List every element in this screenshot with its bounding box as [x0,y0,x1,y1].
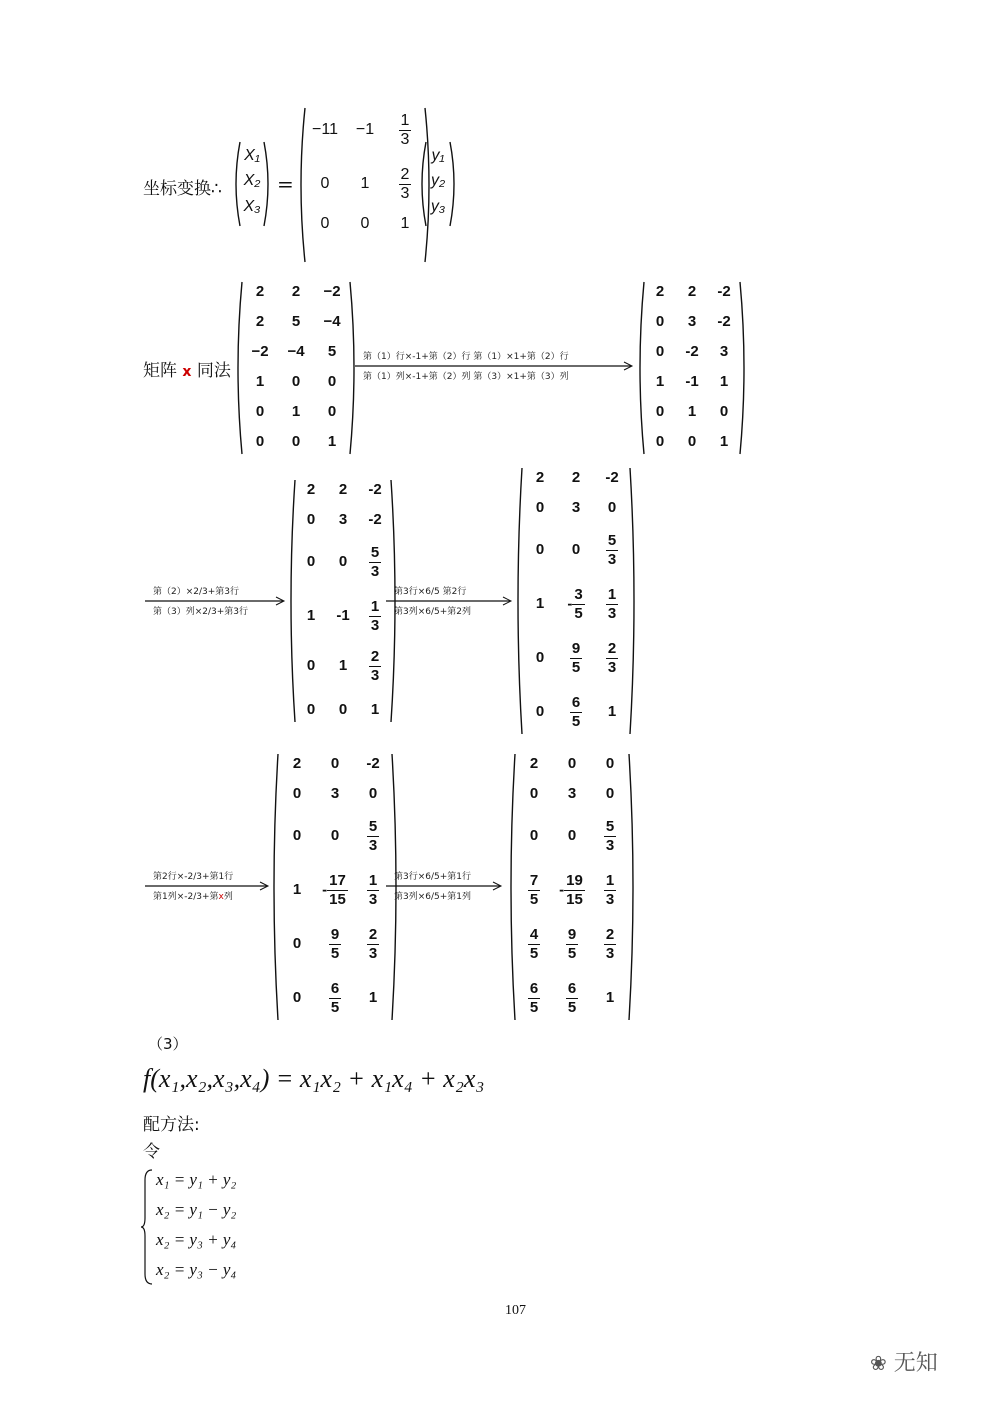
matrix-step-1-cell: 0 [655,433,665,450]
matrix-step-1-cell: 3 [719,343,729,360]
matrix-step-1-cell: -2 [717,313,731,330]
matrix-step-5-cell: 0 [529,827,539,844]
matrix-step-4-cell: 0 [292,785,302,802]
matrix-step-4-cell: 0 [292,989,302,1006]
coord-matrix-cell: −1 [355,121,375,138]
transform-arrow-1-bottom-label: 第（1）列×-1+第（2）列 第（3）×1+第（3）列 [363,372,569,382]
matrix-step-3-cell: 3 [571,499,581,516]
matrix-step-3-cell: -2 [605,469,619,486]
matrix-step-5-cell: - $\frac{19}{15}$ [559,872,583,908]
matrix-step-4-cell: $\frac{2}{3}$ [368,926,378,962]
matrix-step-3-cell: $\frac{9}{5}$ [571,640,581,676]
matrix-start-cell: 0 [291,373,301,390]
matrix-brackets [634,280,750,456]
matrix-step-2-cell: $\frac{5}{3}$ [370,544,380,580]
matrix-step-5-cell: $\frac{7}{5}$ [529,872,539,908]
matrix-step-5-cell: 0 [567,827,577,844]
matrix-step-3-cell: $\frac{6}{5}$ [571,694,581,730]
transform-arrow-5-bottom-label: 第3列×6/5+第1列 [394,892,472,902]
matrix-step-2-cell: 0 [306,511,316,528]
matrix-step-5-cell: $\frac{6}{5}$ [567,980,577,1016]
matrix-step-2-cell: 0 [306,553,316,570]
let-label: 令 [143,1142,160,1162]
matrix-step-2-cell: $\frac{1}{3}$ [370,598,380,634]
transform-arrow-4-bottom-label: 第1列×-2/3+第x列 [153,892,233,902]
matrix-step-2-cell: 0 [338,701,348,718]
matrix-step-2-cell: -1 [336,607,350,624]
matrix-step-5-cell: 2 [529,755,539,772]
matrix-step-3-cell: 0 [571,541,581,558]
transform-arrow-1-top-label: 第（1）行×-1+第（2）行 第（1）×1+第（2）行 [363,352,569,362]
watermark: ❀ 无知 [870,1351,938,1376]
matrix-step-5-cell: 3 [567,785,577,802]
matrix-step-1-cell: 2 [687,283,697,300]
matrix-step-3-cell: 0 [607,499,617,516]
matrix-step-4-cell: - $\frac{17}{15}$ [322,872,346,908]
coord-rhs-vector-entry: y₁ [431,147,445,164]
left-brace [140,1168,154,1286]
system-line-1: x₁ = y₁ + y₂ [156,1170,237,1189]
matrix-step-4-cell: 0 [292,935,302,952]
matrix-step-2-cell: 1 [370,701,380,718]
matrix-step-4-cell: -2 [366,755,380,772]
part-3-label: （3） [148,1035,188,1053]
coord-lhs-vector-entry: X₁ [244,147,260,164]
matrix-step-5-cell: 1 [605,989,615,1006]
matrix-step-4-cell: 1 [368,989,378,1006]
coord-lhs-vector-entry: X₃ [243,197,261,215]
matrix-step-1-cell: 1 [719,433,729,450]
matrix-start-cell: 1 [291,403,301,420]
matrix-step-2-cell: 2 [338,481,348,498]
matrix-step-1-cell: 1 [687,403,697,420]
matrix-step-1-cell: -1 [685,373,699,390]
transform-arrow-4-top-label: 第2行×-2/3+第1行 [153,872,234,882]
matrix-x-mark: x [182,364,192,380]
matrix-start-cell: 1 [255,373,265,390]
matrix-start-cell: 0 [255,403,265,420]
matrix-step-3-cell: $\frac{2}{3}$ [607,640,617,676]
matrix-step-2-cell: 1 [338,657,348,674]
completing-square-label: 配方法: [143,1115,200,1135]
coord-matrix-cell: $\frac{1}{3}$ [400,112,410,148]
matrix-start-cell: −2 [323,283,341,300]
matrix-start-cell: 2 [255,283,265,300]
matrix-step-2-cell: 0 [338,553,348,570]
matrix-step-2-cell: 0 [306,657,316,674]
equals-sign: = [277,172,294,196]
coord-matrix-cell: 1 [400,215,410,232]
matrix-step-5-cell: $\frac{4}{5}$ [529,926,539,962]
matrix-step-4-cell: 0 [330,827,340,844]
matrix-step-1-cell: 3 [687,313,697,330]
matrix-start-cell: −2 [251,343,269,360]
matrix-step-5-cell: 0 [567,755,577,772]
matrix-step-5-cell: 0 [605,785,615,802]
matrix-step-3-cell: 0 [535,703,545,720]
matrix-step-4-cell: 0 [292,827,302,844]
matrix-start-cell: −4 [287,343,305,360]
matrix-step-5-cell: $\frac{9}{5}$ [567,926,577,962]
matrix-step-3-cell: 0 [535,499,545,516]
matrix-step-3-cell: 0 [535,541,545,558]
matrix-start-cell: 2 [291,283,301,300]
matrix-step-2-cell: $\frac{2}{3}$ [370,648,380,684]
matrix-step-3-cell: - $\frac{3}{5}$ [567,586,583,622]
matrix-step-4-cell: $\frac{6}{5}$ [330,980,340,1016]
matrix-start-cell: 1 [327,433,337,450]
matrix-step-1-cell: 0 [655,403,665,420]
matrix-start-cell: 0 [327,373,337,390]
system-line-2: x₂ = y₁ − y₂ [156,1200,237,1219]
coord-rhs-vector-entry: y₃ [430,197,446,215]
matrix-start-cell: 5 [291,313,301,330]
transform-arrow-2-bottom-label: 第（3）列×2/3+第3行 [153,607,249,617]
matrix-step-3-cell: 0 [535,649,545,666]
matrix-step-4-cell: $\frac{1}{3}$ [368,872,378,908]
matrix-step-5-cell: 0 [529,785,539,802]
matrix-step-2-cell: 0 [306,701,316,718]
matrix-brackets [232,280,360,456]
matrix-step-4-cell: 0 [368,785,378,802]
coord-matrix-cell: 0 [320,175,330,192]
transform-arrow-5-top-label: 第3行×6/5+第1行 [394,872,472,882]
matrix-step-1-cell: 2 [655,283,665,300]
matrix-start-cell: −4 [323,313,341,330]
system-line-4: x₂ = y₃ − y₄ [156,1260,237,1279]
matrix-step-5-cell: $\frac{5}{3}$ [605,818,615,854]
matrix-step-1-cell: 0 [687,433,697,450]
matrix-step-3-cell: 1 [607,703,617,720]
matrix-step-1-cell: 1 [719,373,729,390]
coord-lhs-vector-entry: X₂ [243,172,261,190]
matrix-step-1-cell: 0 [655,343,665,360]
matrix-step-3-cell: 1 [535,595,545,612]
matrix-start-cell: 0 [327,403,337,420]
system-line-3: x₂ = y₃ + y₄ [156,1230,237,1249]
coord-matrix-cell: 0 [360,215,370,232]
matrix-step-2-cell: -2 [368,511,382,528]
matrix-step-3-cell: $\frac{1}{3}$ [607,586,617,622]
transform-arrow-3-top-label: 第3行×6/5 第2行 [394,587,467,597]
matrix-step-2-cell: -2 [368,481,382,498]
coord-matrix-cell: $\frac{2}{3}$ [400,166,410,202]
matrix-step-5-cell: $\frac{1}{3}$ [605,872,615,908]
coord-matrix-cell: 0 [320,215,330,232]
matrix-step-1-cell: -2 [685,343,699,360]
matrix-step-1-cell: -2 [717,283,731,300]
matrix-step-4-cell: 1 [292,881,302,898]
matrix-start-cell: 2 [255,313,265,330]
matrix-start-cell: 0 [255,433,265,450]
matrix-x-label: 矩阵 x 同法 [143,361,231,381]
coord-transform-label: 坐标变换∴ [143,179,222,199]
matrix-step-5-cell: 0 [605,755,615,772]
transform-arrow-3-bottom-label: 第3列×6/5+第2列 [394,607,472,617]
substitution-system [140,1168,270,1286]
matrix-step-2-cell: 2 [306,481,316,498]
quadratic-form-equation: f(x₁,x₂,x₃,x₄) = x₁x₂ + x₁x₄ + x₂x₃ [143,1064,485,1093]
matrix-step-3-cell: $\frac{5}{3}$ [607,532,617,568]
coord-rhs-vector-entry: y₂ [430,172,446,190]
matrix-step-3-cell: 2 [571,469,581,486]
matrix-step-4-cell: $\frac{9}{5}$ [330,926,340,962]
matrix-step-4-cell: 3 [330,785,340,802]
matrix-step-4-cell: $\frac{5}{3}$ [368,818,378,854]
matrix-start-cell: 0 [291,433,301,450]
matrix-start-cell: 5 [327,343,337,360]
matrix-step-4-cell: 2 [292,755,302,772]
matrix-step-4-cell: 0 [330,755,340,772]
matrix-step-1-cell: 0 [719,403,729,420]
matrix-step-5-cell: $\frac{6}{5}$ [529,980,539,1016]
matrix-step-2-cell: 1 [306,607,316,624]
matrix-step-3-cell: 2 [535,469,545,486]
coord-matrix-cell: 1 [360,175,370,192]
matrix-step-1-cell: 0 [655,313,665,330]
page-number: 107 [505,1303,526,1318]
matrix-step-2-cell: 3 [338,511,348,528]
matrix-step-1-cell: 1 [655,373,665,390]
matrix-step-5-cell: $\frac{2}{3}$ [605,926,615,962]
wechat-icon: ❀ [870,1351,887,1375]
coord-matrix-cell: −11 [312,121,338,138]
transform-arrow-2-top-label: 第（2）×2/3+第3行 [153,587,240,597]
